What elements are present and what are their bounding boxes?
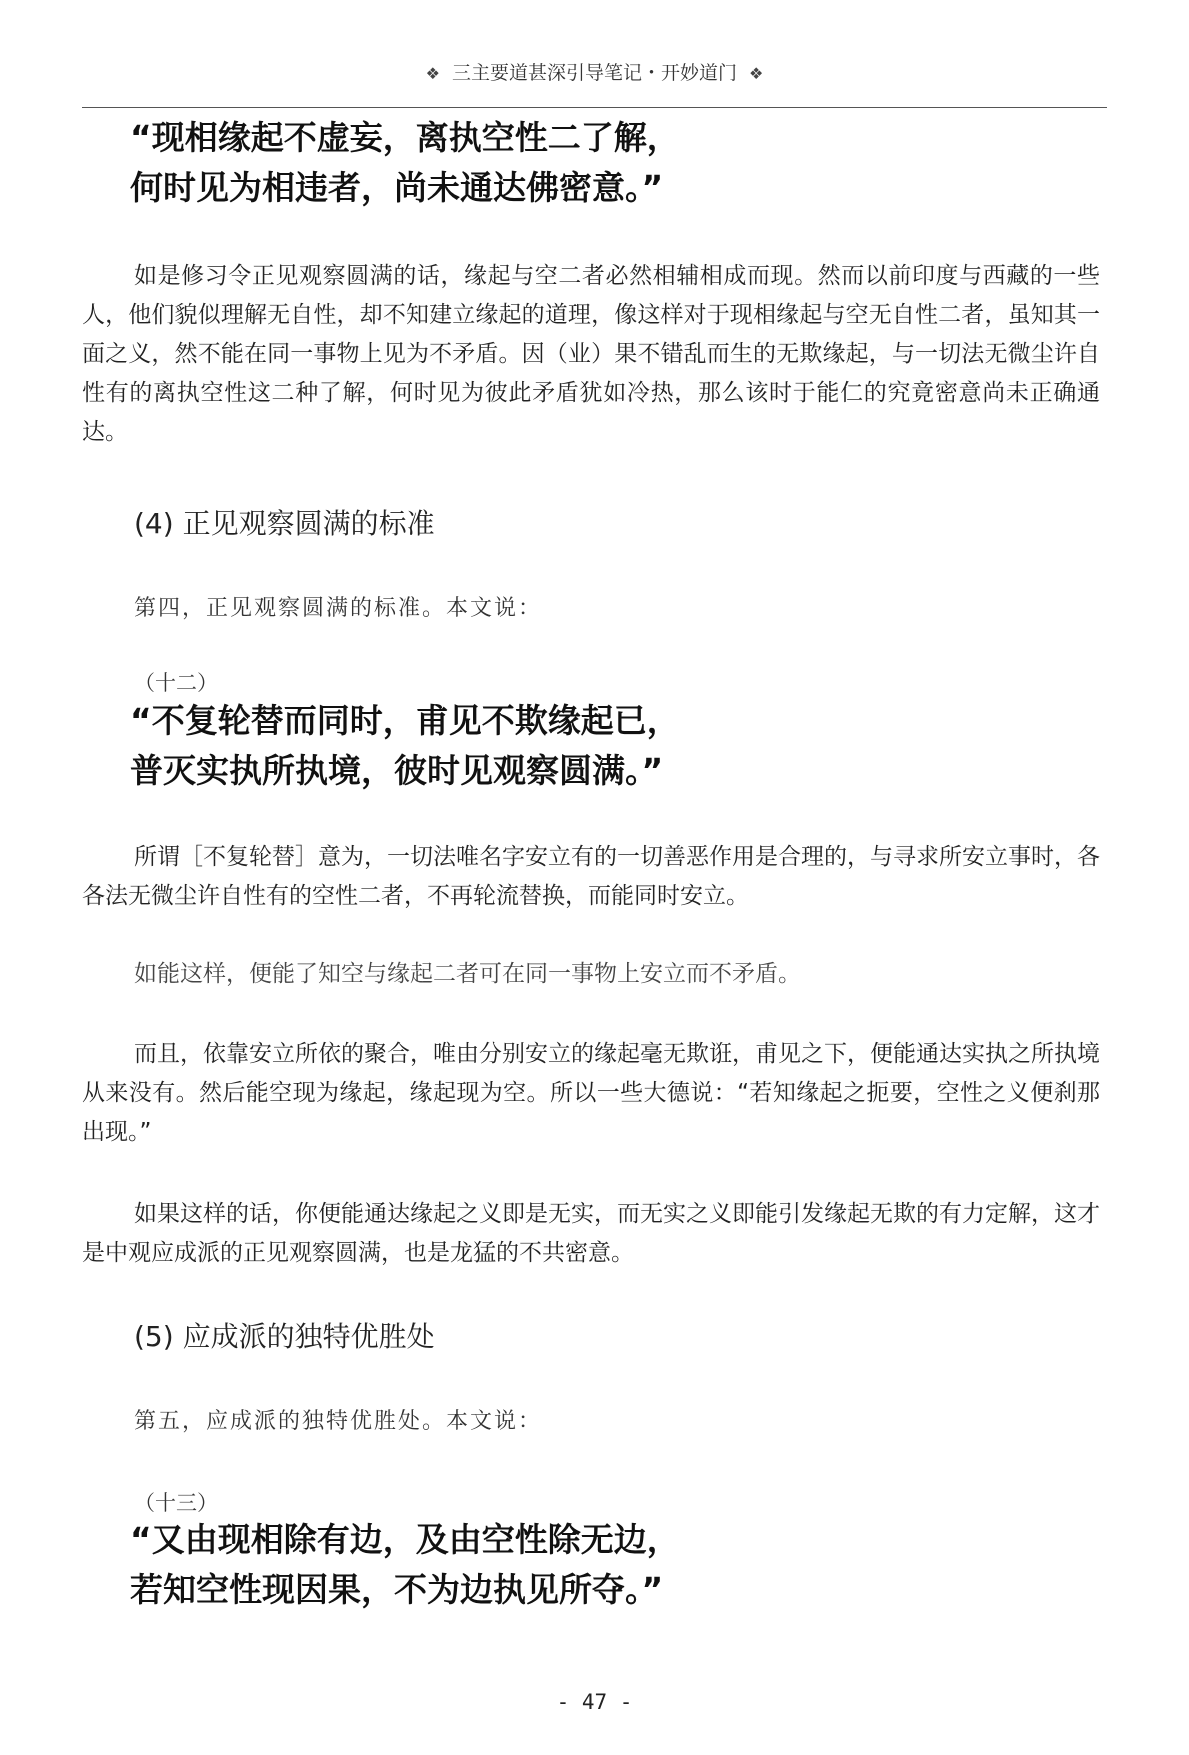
verse-line: “不复轮替而同时，甫见不欺缘起已， [130,701,680,740]
page-number: - 47 - [556,1690,633,1714]
verse-quote-13 [130,1515,680,1615]
section-intro-4: 第四，正见观察圆满的标准。本文说： [134,596,543,621]
body-paragraph-1: 如是修习令正见观察圆满的话，缘起与空二者必然相辅相成而现。然而以前印度与西藏的一些人，他们貌似理解无自性，却不知建立缘起的道理，像这样对于现相缘起与空无自性二者，虽知其一面之义，然不能在同一事物上见为不矛盾。因（业）果不错乱而生的无欺缘起，与一切法无微尘许自性有的离执空性这二种了解，何时见为彼此矛盾犹如冷热，那么该时于能仁的究竟密意尚未正确通达。 [82,263,1100,445]
verse-line: 普灭实执所执境，彼时见观察圆满。” [130,751,664,790]
verse-line: 何时见为相违者，尚未通达佛密意。” [130,168,664,207]
body-paragraph-3: 如能这样，便能了知空与缘起二者可在同一事物上安立而不矛盾。 [134,961,801,987]
verse-line: “又由现相除有边，及由空性除无边， [130,1520,680,1559]
verse-line: “现相缘起不虚妄，离执空性二了解， [130,118,680,157]
ornament-right-icon: ❖ [749,64,764,83]
section-heading-5: (5) 应成派的独特优胜处 [134,1320,435,1353]
section-intro-5: 第五，应成派的独特优胜处。本文说： [134,1409,543,1434]
verse-label-12: （十二） [134,671,218,695]
verse-line: 若知空性现因果，不为边执见所夺。” [130,1570,664,1609]
verse-quote-12 [130,696,680,796]
verse-quote-1 [130,113,680,213]
verse-label-13: （十三） [134,1491,218,1515]
running-header [82,58,1107,85]
ornament-left-icon: ❖ [425,64,440,83]
body-paragraph-5: 如果这样的话，你便能通达缘起之义即是无实，而无实之义即能引发缘起无欺的有力定解，这才是中观应成派的正见观察圆满，也是龙猛的不共密意。 [82,1201,1100,1266]
body-paragraph-4: 而且，依靠安立所依的聚合，唯由分别安立的缘起毫无欺诳，甫见之下，便能通达实执之所执境从来没有。然后能空现为缘起，缘起现为空。所以一些大德说：“若知缘起之扼要，空性之义便刹那出现。” [82,1041,1100,1145]
body-paragraph-2: 所谓［不复轮替］意为，一切法唯名字安立有的一切善恶作用是合理的，与寻求所安立事时，各各法无微尘许自性有的空性二者，不再轮流替换，而能同时安立。 [82,844,1100,909]
section-heading-4: (4) 正见观察圆满的标准 [134,507,435,540]
header-rule [82,107,1107,108]
header-title: 三主要道甚深引导笔记・开妙道门 [451,62,737,84]
